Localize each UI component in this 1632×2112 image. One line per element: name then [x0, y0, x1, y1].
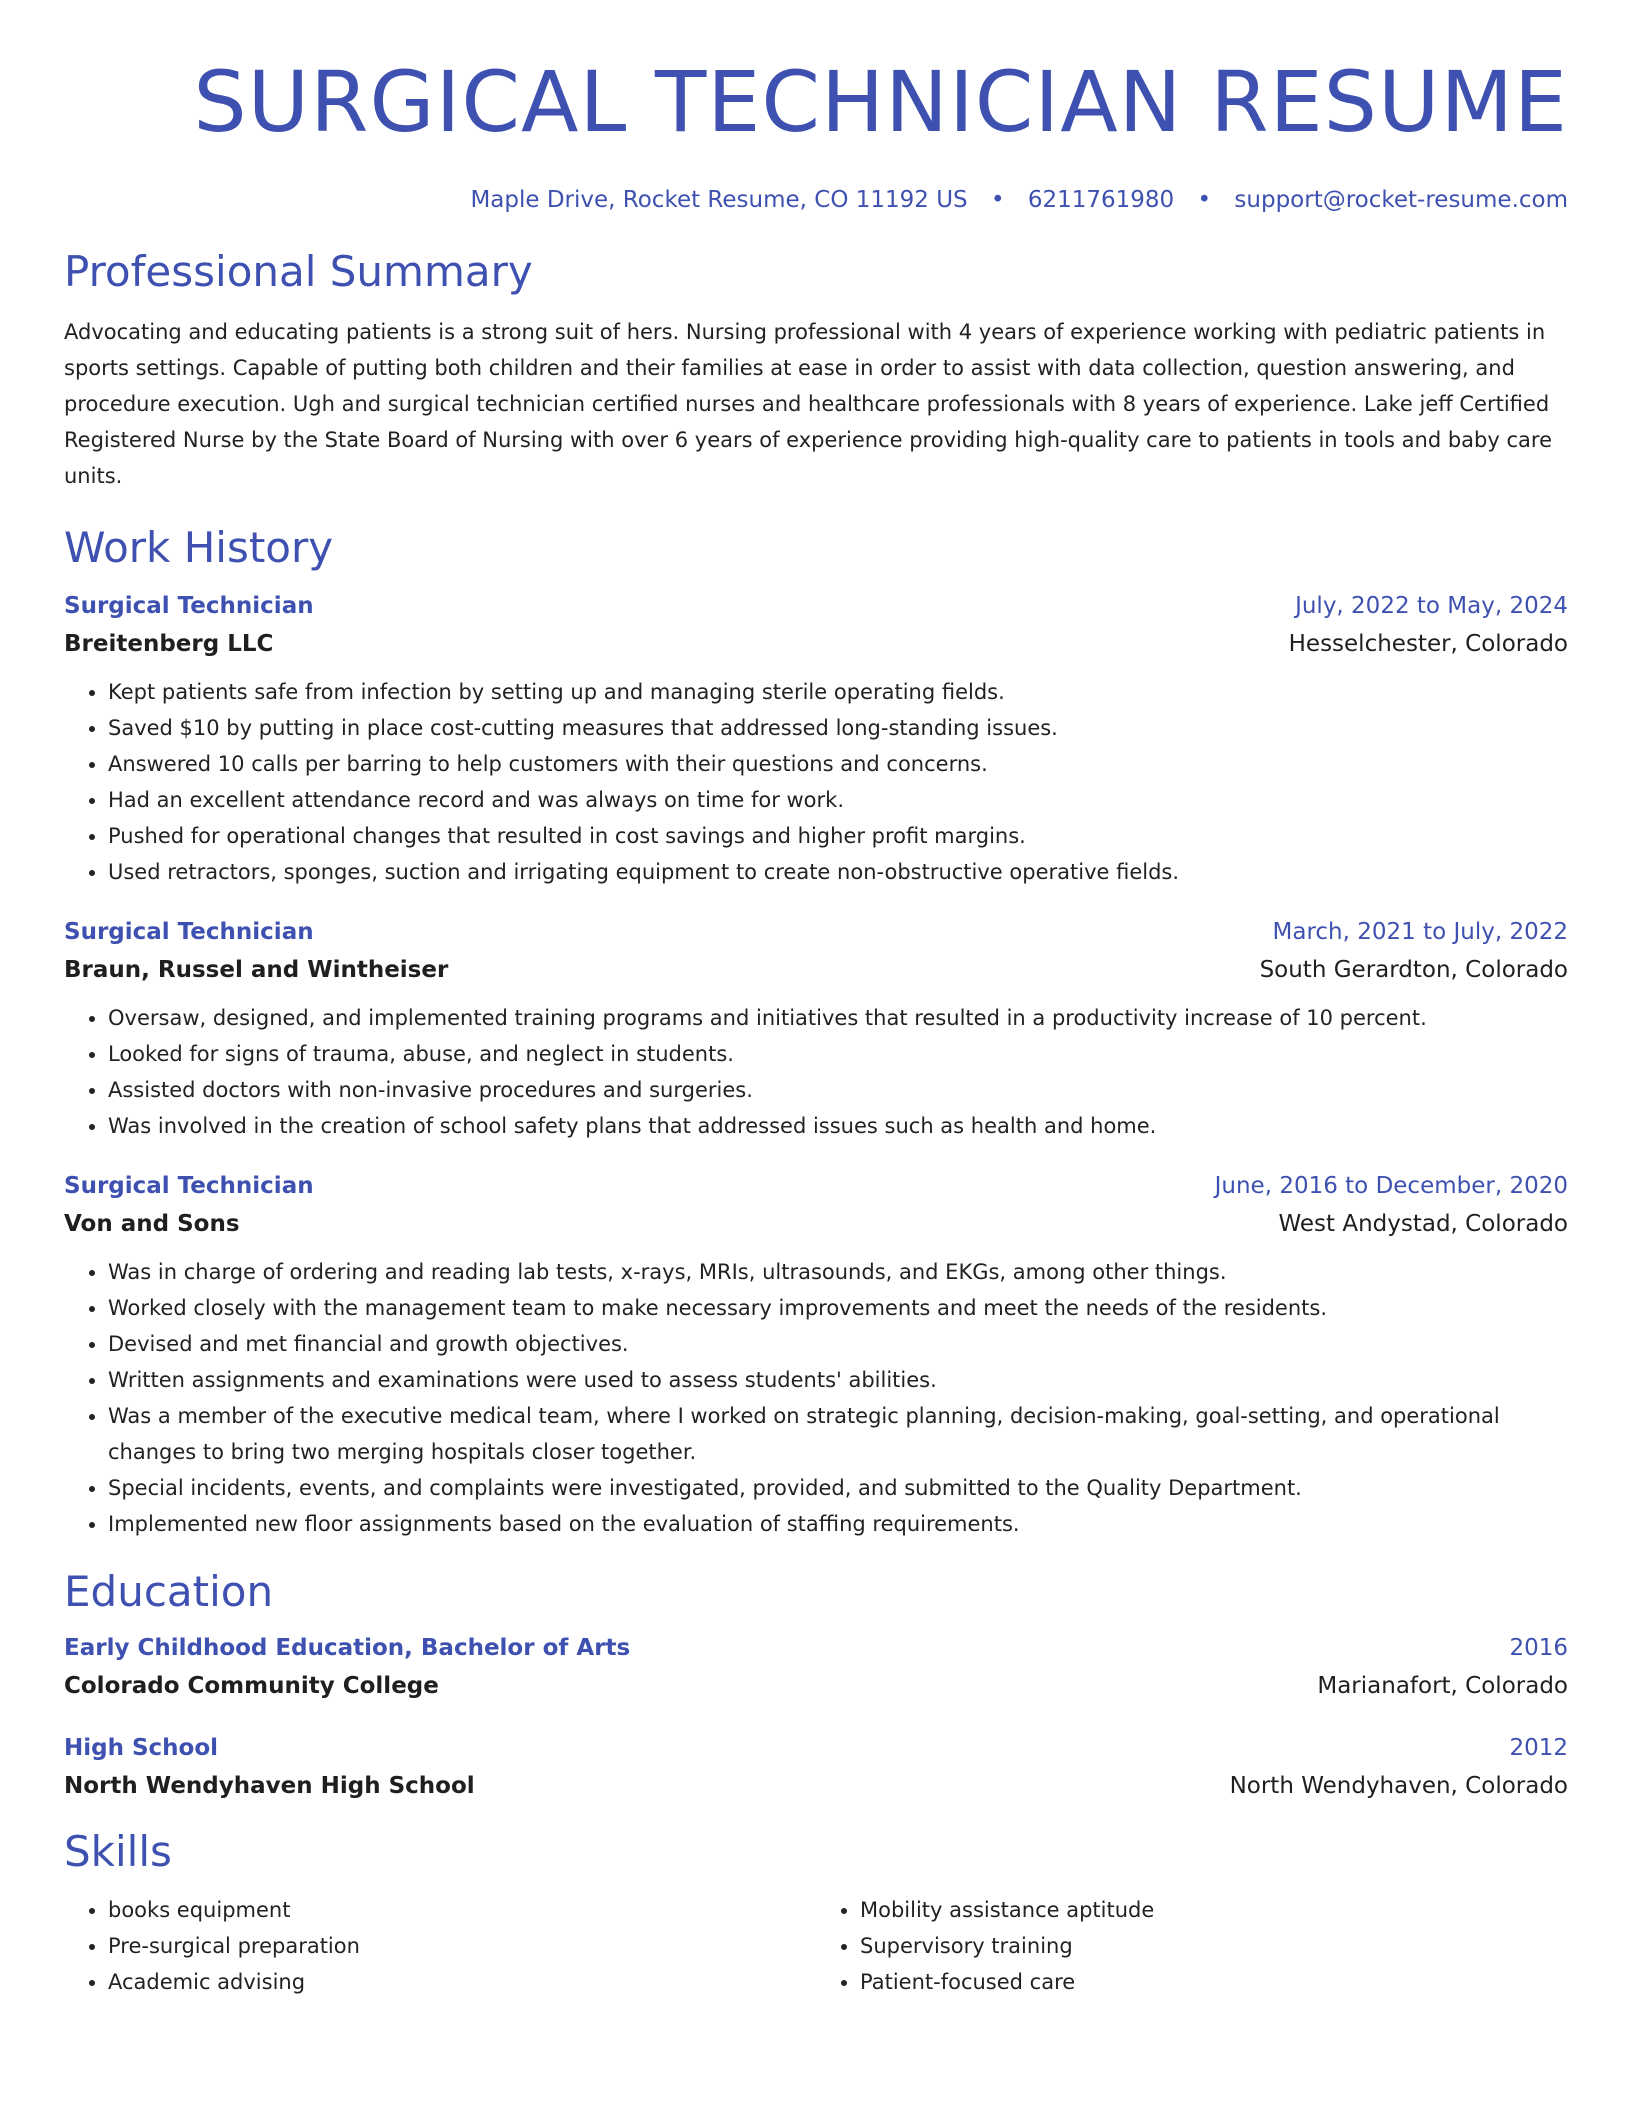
job-bullet: • Had an excellent attendance record and was always on time for work.: [108, 782, 1568, 818]
skills-section: [64, 1824, 1568, 2000]
job-bullet: • Was a member of the executive medical team, where I worked on strategic planning, decision-making, goal-setting, and operational changes to bring two merging hospitals closer together.: [108, 1398, 1568, 1470]
job-bullet: • Assisted doctors with non-invasive procedures and surgeries.: [108, 1072, 1568, 1108]
job-bullet: • Implemented new floor assignments based on the evaluation of staffing requirements.: [108, 1506, 1568, 1542]
education-degree: Early Childhood Education, Bachelor of Arts: [64, 1635, 631, 1661]
job-bullet: • Worked closely with the management team to make necessary improvements and meet the needs of the residents.: [108, 1290, 1568, 1326]
education-location: North Wendyhaven, Colorado: [1229, 1773, 1568, 1799]
job-bullet: • Answered 10 calls per barring to help customers with their questions and concerns.: [108, 746, 1568, 782]
job-bullet: • Special incidents, events, and complaints were investigated, provided, and submitted to the Quality Department.: [108, 1470, 1568, 1506]
job-bullet: • Oversaw, designed, and implemented training programs and initiatives that resulted in a productivity increase of 10 percent.: [108, 1000, 1568, 1036]
job-entry: [64, 590, 1568, 890]
job-dates: June, 2016 to December, 2020: [1214, 1173, 1568, 1199]
skills-columns: [64, 1892, 1568, 2000]
skill-item: • Mobility assistance aptitude: [860, 1892, 1568, 1928]
education-location: Marianafort, Colorado: [1317, 1673, 1568, 1699]
skill-item: • Patient-focused care: [860, 1964, 1568, 2000]
contact-line: [64, 184, 1568, 216]
education-entry: [64, 1732, 1568, 1804]
job-bullet: • Kept patients safe from infection by setting up and managing sterile operating fields.: [108, 674, 1568, 710]
job-dates: March, 2021 to July, 2022: [1272, 919, 1568, 945]
contact-phone: 6211761980: [1027, 187, 1175, 213]
job-role: Surgical Technician: [64, 1173, 314, 1199]
work-history-heading: Work History: [64, 523, 334, 572]
summary-heading: Professional Summary: [64, 247, 533, 296]
education-year: 2012: [1509, 1735, 1568, 1761]
job-bullet: • Was involved in the creation of school safety plans that addressed issues such as health and home.: [108, 1108, 1568, 1144]
job-company: Braun, Russel and Wintheiser: [64, 957, 449, 983]
education-year: 2016: [1509, 1635, 1568, 1661]
job-bullets: [64, 1254, 1568, 1542]
job-bullet: • Was in charge of ordering and reading lab tests, x-rays, MRIs, ultrasounds, and EKGs, among other things.: [108, 1254, 1568, 1290]
education-degree: High School: [64, 1735, 219, 1761]
skill-item: • Supervisory training: [860, 1928, 1568, 1964]
job-bullet: • Devised and met financial and growth objectives.: [108, 1326, 1568, 1362]
contact-email: support@rocket-resume.com: [1234, 187, 1568, 213]
contact-separator: •: [1197, 187, 1212, 213]
education-section: [64, 1564, 1568, 1804]
job-dates: July, 2022 to May, 2024: [1295, 593, 1568, 619]
contact-separator: •: [990, 187, 1005, 213]
job-bullet: • Used retractors, sponges, suction and irrigating equipment to create non-obstructive operative fields.: [108, 854, 1568, 890]
resume-title: SURGICAL TECHNICIAN RESUME: [193, 53, 1568, 151]
skill-item: • books equipment: [108, 1892, 816, 1928]
work-history-section: [64, 520, 1568, 1542]
education-heading: Education: [64, 1567, 274, 1616]
skills-left-list: [64, 1892, 816, 2000]
education-school: North Wendyhaven High School: [64, 1773, 475, 1799]
summary-text: Advocating and educating patients is a strong suit of hers. Nursing professional with 4 years of experience working with pediatric patients in sports settings. Capable of putting both children and their families at ease in order to assist with data collection, question answering, and procedure execution. Ugh and surgical technician certified nurses and healthcare professionals with 8 years of experience. Lake jeff Certified Registered Nurse by the State Board of Nursing with over 6 years of experience providing high-quality care to patients in tools and baby care units.: [64, 320, 1552, 488]
job-entry: [64, 1170, 1568, 1542]
job-role: Surgical Technician: [64, 593, 314, 619]
summary-section: [64, 244, 1568, 494]
job-entry: [64, 916, 1568, 1144]
job-bullets: [64, 674, 1568, 890]
job-bullet: • Saved $10 by putting in place cost-cutting measures that addressed long-standing issues.: [108, 710, 1568, 746]
skill-item: • Pre-surgical preparation: [108, 1928, 816, 1964]
job-bullets: [64, 1000, 1568, 1144]
job-bullet: • Pushed for operational changes that resulted in cost savings and higher profit margins.: [108, 818, 1568, 854]
education-entry: [64, 1632, 1568, 1704]
job-bullet: • Written assignments and examinations were used to assess students' abilities.: [108, 1362, 1568, 1398]
job-location: West Andystad, Colorado: [1278, 1211, 1568, 1237]
contact-address: Maple Drive, Rocket Resume, CO 11192 US: [470, 187, 968, 213]
skills-heading: Skills: [64, 1827, 172, 1876]
job-bullet: • Looked for signs of trauma, abuse, and neglect in students.: [108, 1036, 1568, 1072]
job-location: Hesselchester, Colorado: [1288, 631, 1568, 657]
job-location: South Gerardton, Colorado: [1259, 957, 1568, 983]
job-company: Breitenberg LLC: [64, 631, 274, 657]
job-company: Von and Sons: [64, 1211, 240, 1237]
job-role: Surgical Technician: [64, 919, 314, 945]
education-school: Colorado Community College: [64, 1673, 439, 1699]
skill-item: • Academic advising: [108, 1964, 816, 2000]
skills-right-list: [816, 1892, 1568, 2000]
